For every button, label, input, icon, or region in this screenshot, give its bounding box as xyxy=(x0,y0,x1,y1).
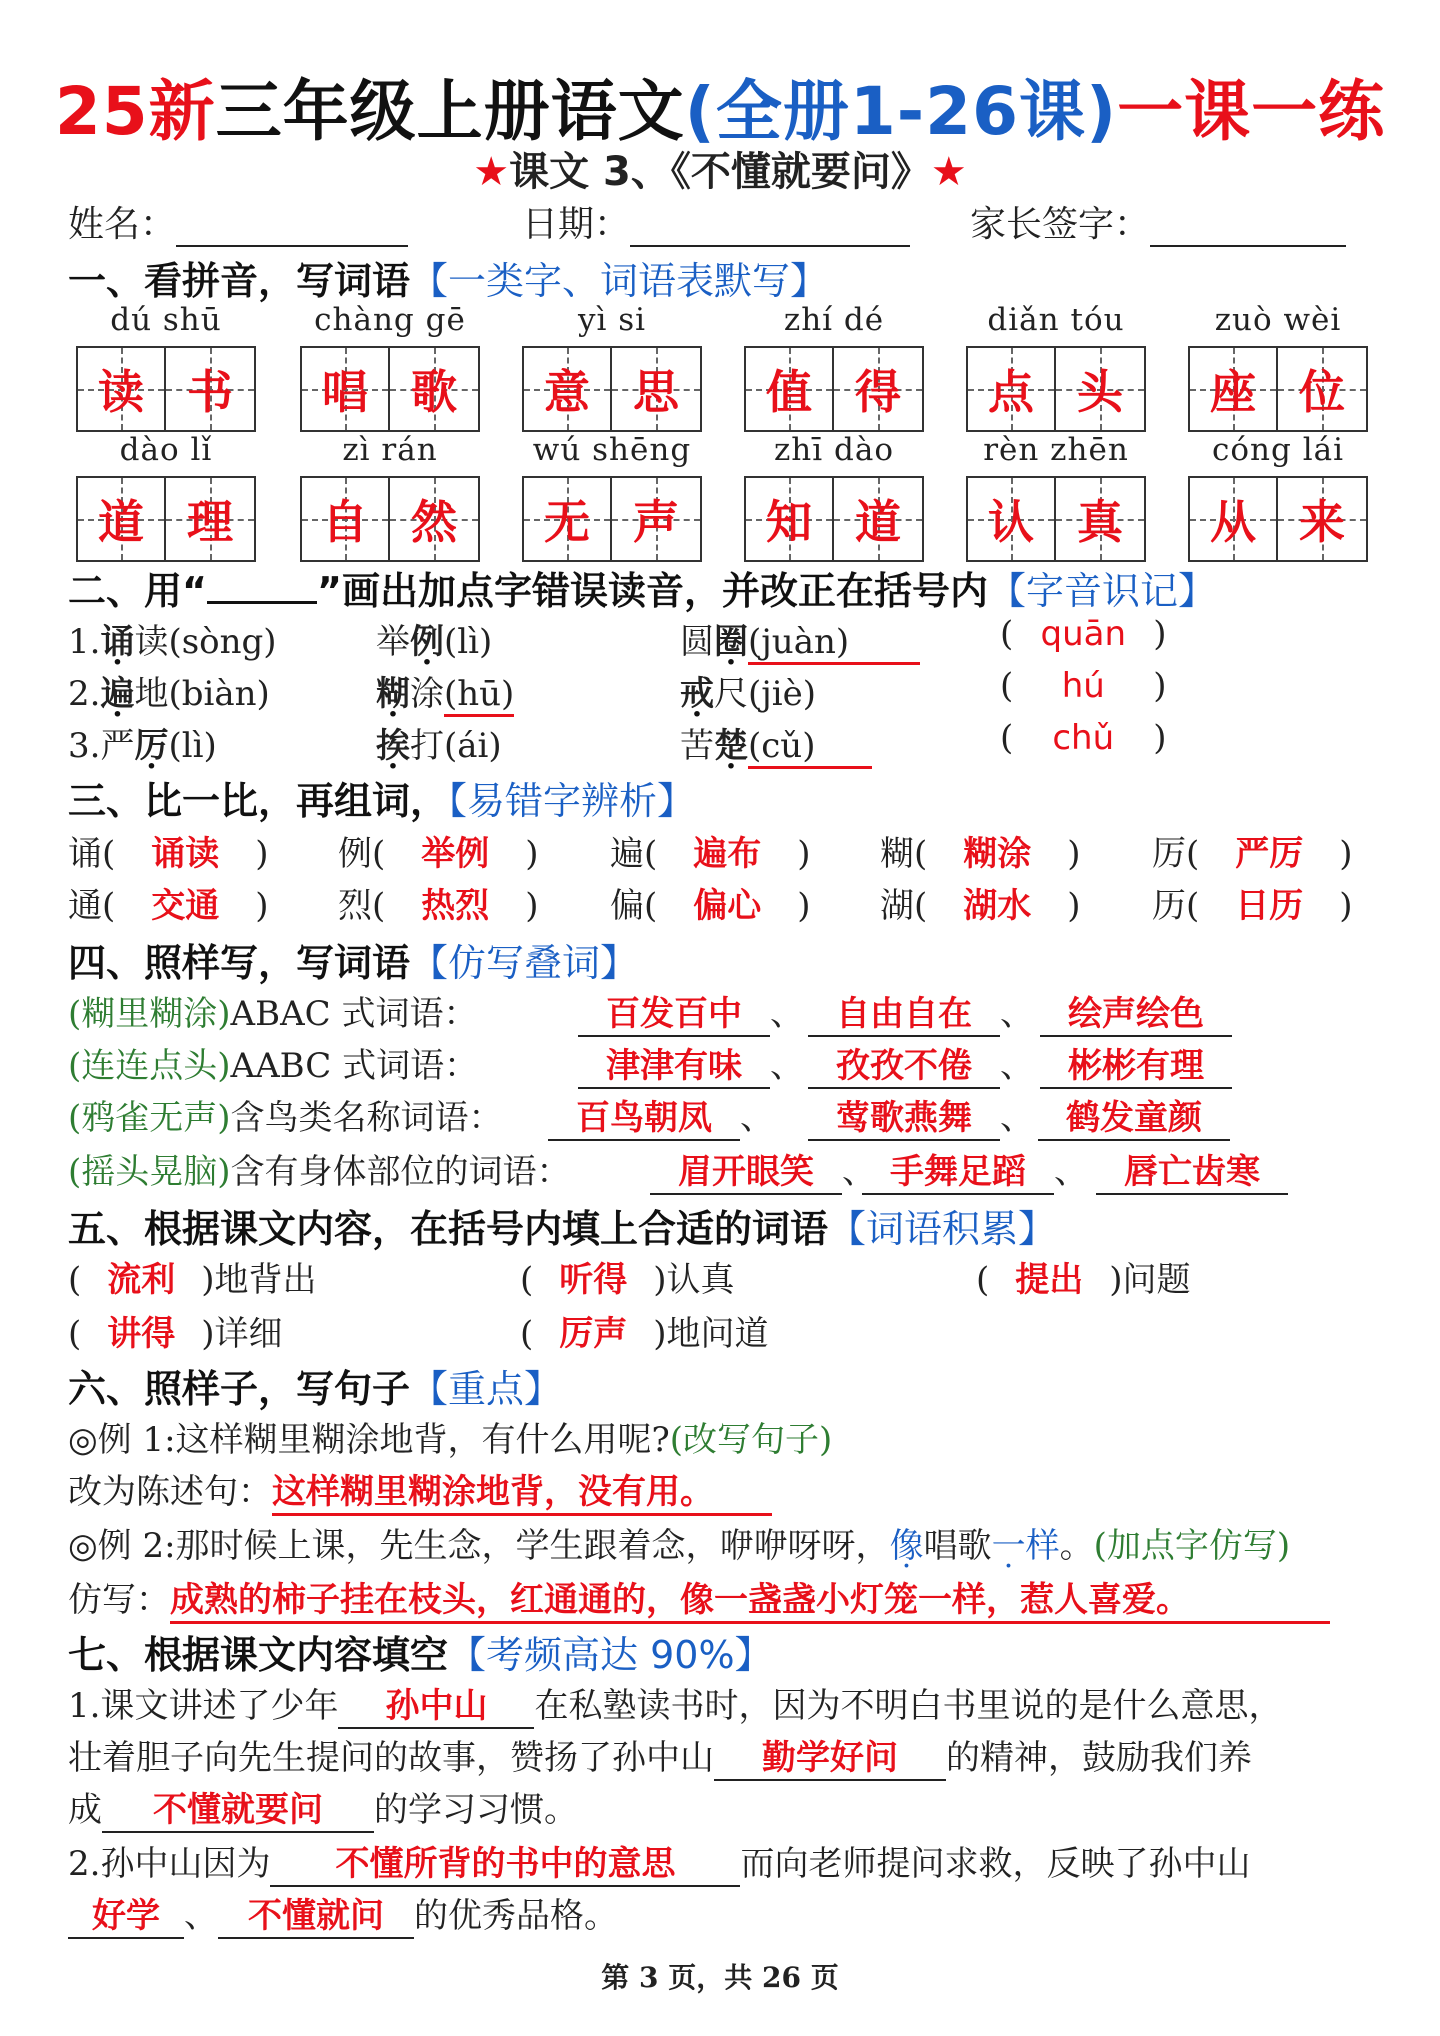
word-pinyin: 地(biàn) xyxy=(134,674,270,714)
written-char: 从 xyxy=(1210,495,1256,549)
fill-answer: 听得 xyxy=(559,1260,628,1300)
compare-item xyxy=(68,878,269,927)
written-char: 读 xyxy=(98,365,144,419)
grid-cell[interactable] xyxy=(302,348,390,430)
section-2-tag: 【字音识记】 xyxy=(987,569,1216,613)
fill-answer: 不懂就问 xyxy=(218,1888,414,1939)
written-char: 自 xyxy=(322,495,368,549)
dotted-char: 例 xyxy=(410,622,444,662)
example-1-text: ◎例 1:这样糊里糊涂地背，有什么用呢? xyxy=(68,1420,670,1460)
compare-item xyxy=(610,878,811,927)
s2-row-2-c xyxy=(680,666,816,715)
section-4-heading xyxy=(68,932,638,987)
wrong-pinyin-underlined: (juàn) xyxy=(748,622,920,665)
s4-row xyxy=(68,1144,571,1193)
writing-grid[interactable] xyxy=(1188,476,1368,562)
wrong-pinyin-underlined: (hū) xyxy=(444,674,514,717)
imitate-answer xyxy=(578,1038,804,1089)
fill-after: 问题 xyxy=(1122,1260,1191,1300)
dotted-char: 糊 xyxy=(376,674,410,714)
imitate-answer xyxy=(1040,986,1232,1037)
compare-item xyxy=(338,826,539,875)
example-2-end: 。 xyxy=(1059,1526,1094,1566)
right-paren: ) xyxy=(1153,666,1167,706)
corrected-pinyin: chǔ xyxy=(1052,718,1115,758)
s7-p1-line-2 xyxy=(68,1730,1252,1781)
title-part-3: (全册1-26课) xyxy=(684,73,1118,150)
example-1-note: (改写句子) xyxy=(669,1420,833,1460)
date-label: 日期： xyxy=(522,204,631,245)
wrong-pinyin-underlined: (cǔ) xyxy=(748,726,872,769)
s2-row-3-fix xyxy=(1000,718,1167,758)
word-pinyin: (lì) xyxy=(168,726,217,766)
separator: 、 xyxy=(1000,994,1034,1034)
s2-row-3-a xyxy=(68,718,217,767)
grid-cell[interactable] xyxy=(1190,348,1278,430)
word-char: 严 xyxy=(100,726,135,766)
word-char: 尺 xyxy=(714,674,748,714)
s5-item-2: ( 听得 )认真 xyxy=(520,1252,735,1301)
text: 成 xyxy=(68,1790,102,1830)
word-char: 举 xyxy=(376,622,410,662)
word-answer: 热烈 xyxy=(421,886,490,926)
section-5-tag: 【词语积累】 xyxy=(828,1207,1057,1251)
written-char: 认 xyxy=(988,495,1034,549)
separator: 、 xyxy=(770,1046,804,1086)
word-pinyin: (lì) xyxy=(444,622,493,662)
section-3-tag: 【易错字辨析】 xyxy=(448,779,696,823)
close-paren: ) xyxy=(1067,886,1081,926)
s6-answer-2 xyxy=(68,1572,1330,1624)
word-answer: 举例 xyxy=(421,834,490,874)
section-7-title: 七、根据课文内容填空 xyxy=(68,1633,449,1677)
writing-grid[interactable] xyxy=(744,346,924,432)
section-6-heading xyxy=(68,1358,562,1413)
written-char: 知 xyxy=(766,495,812,549)
compare-item xyxy=(338,878,539,927)
close-paren: ) xyxy=(1339,834,1353,874)
close-paren: ) xyxy=(797,886,811,926)
written-char: 理 xyxy=(187,495,233,549)
written-char: 座 xyxy=(1210,365,1256,419)
word-char: 圆 xyxy=(680,622,714,662)
written-char: 声 xyxy=(633,495,679,549)
written-char: 道 xyxy=(855,495,901,549)
name-label: 姓名： xyxy=(68,204,177,245)
grid-cell[interactable] xyxy=(524,348,612,430)
written-char: 道 xyxy=(98,495,144,549)
item-number: 1. xyxy=(68,622,101,662)
s7-p2-line-2 xyxy=(68,1888,618,1939)
grid-cell[interactable] xyxy=(78,478,166,560)
written-char: 思 xyxy=(633,365,679,419)
grid-cell[interactable] xyxy=(1278,478,1366,560)
dotted-char: 厉 xyxy=(134,726,169,766)
section-1-heading xyxy=(68,250,828,305)
title-part-1: 25新 xyxy=(54,73,216,150)
example-word: (鸦雀无声) xyxy=(68,1098,231,1138)
word-pinyin: (jiè) xyxy=(748,674,817,714)
writing-grid[interactable] xyxy=(76,476,256,562)
left-paren: ( xyxy=(1000,718,1014,758)
corrected-pinyin: quān xyxy=(1040,614,1127,654)
written-char: 意 xyxy=(544,365,590,419)
grid-cell[interactable] xyxy=(1278,348,1366,430)
compare-item xyxy=(880,878,1081,927)
s2-row-1-c xyxy=(680,614,920,665)
word-answer: 遍布 xyxy=(693,834,762,874)
written-char: 点 xyxy=(988,365,1034,419)
pinyin-label: dú shū xyxy=(110,302,222,338)
s2-row-3-c xyxy=(680,718,872,769)
grid-cell[interactable] xyxy=(390,478,478,560)
name-field xyxy=(68,196,408,247)
imitate-answer xyxy=(808,1038,1034,1089)
section-2-title-b: ”画出加点字错误读音，并改正在括号内 xyxy=(316,569,988,613)
section-7-tag: 【考频高达 90%】 xyxy=(448,1633,773,1677)
grid-cell[interactable] xyxy=(968,348,1056,430)
answer-word: 百鸟朝凤 xyxy=(548,1090,740,1141)
grid-cell[interactable] xyxy=(166,478,254,560)
pinyin-label: zuò wèi xyxy=(1214,302,1342,338)
star-icon: ★ xyxy=(930,149,967,195)
close-paren: ) xyxy=(1067,834,1081,874)
imitate-answer xyxy=(1040,1038,1232,1089)
writing-grid[interactable] xyxy=(76,346,256,432)
word-pinyin: 打(ái) xyxy=(410,726,502,766)
date-field xyxy=(522,196,910,247)
answer-word: 鹤发童颜 xyxy=(1038,1090,1230,1141)
written-char: 无 xyxy=(544,495,590,549)
s7-p2-line-1 xyxy=(68,1836,1250,1887)
pinyin-label: wú shēng xyxy=(532,432,692,468)
fill-answer: 厉声 xyxy=(559,1314,628,1354)
answer-word: 手舞足蹈 xyxy=(862,1144,1054,1195)
grid-cell[interactable] xyxy=(968,478,1056,560)
s7-p1-line-3 xyxy=(68,1782,578,1833)
fill-after: 地背出 xyxy=(214,1260,317,1300)
separator: 、 xyxy=(770,994,804,1034)
text: 的优秀品格。 xyxy=(414,1896,618,1936)
text: 壮着胆子向先生提问的故事，赞扬了孙中山 xyxy=(68,1738,714,1778)
writing-grid[interactable] xyxy=(744,476,924,562)
answer-word: 唇亡齿寒 xyxy=(1096,1144,1288,1195)
name-blank[interactable] xyxy=(176,211,408,247)
s4-row xyxy=(68,1038,478,1087)
answer-word: 津津有味 xyxy=(578,1038,770,1089)
answer-word: 眉开眼笑 xyxy=(650,1144,842,1195)
corrected-pinyin: hú xyxy=(1061,666,1105,706)
section-2-heading xyxy=(68,560,1216,615)
base-char: 厉( xyxy=(1152,834,1200,874)
text: 的学习习惯。 xyxy=(374,1790,578,1830)
word-answer: 偏心 xyxy=(693,886,762,926)
answer-2: 成熟的柿子挂在枝头，红通通的，像一盏盏小灯笼一样，惹人喜爱。 xyxy=(170,1572,1330,1624)
imitate-answer xyxy=(808,1090,1034,1141)
page-title xyxy=(0,58,1440,153)
imitate-answer xyxy=(548,1090,774,1141)
grid-cell[interactable] xyxy=(834,348,922,430)
s5-item-4: ( 讲得 )详细 xyxy=(68,1306,283,1355)
section-2-title-a: 二、用“ xyxy=(68,569,207,613)
word-answer: 交通 xyxy=(151,886,220,926)
star-icon: ★ xyxy=(473,149,510,195)
base-char: 例( xyxy=(338,834,386,874)
section-6-tag: 【重点】 xyxy=(410,1367,563,1411)
base-char: 糊( xyxy=(880,834,928,874)
section-7-heading xyxy=(68,1624,773,1679)
example-word: (摇头晃脑) xyxy=(68,1152,231,1192)
written-char: 得 xyxy=(855,365,901,419)
imitate-answer xyxy=(808,986,1034,1037)
grid-cell[interactable] xyxy=(524,478,612,560)
example-2-word: 唱歌 xyxy=(923,1526,992,1566)
pinyin-label: zhī dào xyxy=(773,432,895,468)
fill-answer: 不懂就要问 xyxy=(102,1782,374,1833)
section-5-title: 五、根据课文内容，在括号内填上合适的词语 xyxy=(68,1207,829,1251)
s7-p1-line-1 xyxy=(68,1678,1282,1729)
s2-row-3-b xyxy=(376,718,502,767)
imitate-answer xyxy=(1096,1144,1288,1195)
s5-item-3: ( 提出 )问题 xyxy=(976,1252,1191,1301)
sign-label: 家长签字： xyxy=(970,204,1151,245)
section-5-heading xyxy=(68,1198,1056,1253)
written-char: 书 xyxy=(187,365,233,419)
fill-answer: 讲得 xyxy=(107,1314,176,1354)
word-char: 涂 xyxy=(410,674,444,714)
pinyin-label: chàng gē xyxy=(314,302,466,338)
written-char: 来 xyxy=(1299,495,1345,549)
written-char: 位 xyxy=(1299,365,1345,419)
grid-cell[interactable] xyxy=(1056,348,1144,430)
answer-1-label: 改为陈述句： xyxy=(68,1472,272,1512)
base-char: 通( xyxy=(68,886,116,926)
example-word: (糊里糊涂) xyxy=(68,994,231,1034)
pinyin-label: cóng lái xyxy=(1212,432,1344,468)
text: 1.课文讲述了少年 xyxy=(68,1686,339,1726)
base-char: 湖( xyxy=(880,886,928,926)
dotted-char: 遍 xyxy=(100,674,135,714)
lesson-subtitle xyxy=(0,140,1440,197)
dotted-char: 一 xyxy=(991,1526,1026,1566)
dotted-char: 挨 xyxy=(376,726,410,766)
dotted-char: 楚 xyxy=(714,726,748,766)
s2-row-1-a xyxy=(68,614,277,663)
answer-2-label: 仿写： xyxy=(68,1580,170,1620)
s5-item-5: ( 厉声 )地问道 xyxy=(520,1306,769,1355)
s4-row xyxy=(68,986,477,1035)
base-char: 偏( xyxy=(610,886,658,926)
pinyin-label: zhí dé xyxy=(783,302,885,338)
word-answer: 糊涂 xyxy=(963,834,1032,874)
text: 2.孙中山因为 xyxy=(68,1844,271,1884)
item-number: 2. xyxy=(68,674,101,714)
grid-cell[interactable] xyxy=(1056,478,1144,560)
s2-row-1-fix xyxy=(1000,614,1167,654)
grid-cell[interactable] xyxy=(166,348,254,430)
text: 在私塾读书时，因为不明白书里说的是什么意思， xyxy=(534,1686,1283,1726)
left-paren: ( xyxy=(1000,614,1014,654)
pinyin-label: dào lǐ xyxy=(119,432,213,468)
item-number: 3. xyxy=(68,726,101,766)
title-part-2: 三年级上册语文 xyxy=(215,73,685,150)
dotted-char: 诵 xyxy=(100,622,135,662)
base-char: 历( xyxy=(1152,886,1200,926)
s2-row-1-b xyxy=(376,614,492,663)
answer-word: 莺歌燕舞 xyxy=(808,1090,1000,1141)
word-answer: 湖水 xyxy=(963,886,1032,926)
dotted-char: 圈 xyxy=(714,622,748,662)
separator: 、 xyxy=(184,1896,218,1936)
pinyin-label: rèn zhēn xyxy=(983,432,1129,468)
written-char: 唱 xyxy=(322,365,368,419)
sign-blank[interactable] xyxy=(1150,211,1346,247)
fill-answer: 孙中山 xyxy=(338,1678,534,1729)
page-number: 第 3 页，共 26 页 xyxy=(601,1961,839,1994)
writing-grid[interactable] xyxy=(966,476,1146,562)
fill-after: 详细 xyxy=(214,1314,283,1354)
imitate-answer xyxy=(1038,1090,1230,1141)
fill-answer: 提出 xyxy=(1015,1260,1084,1300)
row-label: ABAC 式词语： xyxy=(230,994,478,1034)
close-paren: ) xyxy=(525,886,539,926)
s6-example-2 xyxy=(68,1518,1290,1567)
base-char: 烈( xyxy=(338,886,386,926)
section-3-heading xyxy=(68,770,695,825)
compare-item xyxy=(1152,878,1353,927)
example-2-char: 样 xyxy=(1025,1526,1060,1566)
section-4-tag: 【仿写叠词】 xyxy=(410,941,639,985)
compare-item xyxy=(880,826,1081,875)
example-2-note: (加点字仿写) xyxy=(1093,1526,1291,1566)
imitate-answer xyxy=(578,986,804,1037)
grid-cell[interactable] xyxy=(1190,478,1278,560)
grid-cell[interactable] xyxy=(612,478,700,560)
right-paren: ) xyxy=(1153,614,1167,654)
writing-grid[interactable] xyxy=(300,346,480,432)
grid-cell[interactable] xyxy=(834,478,922,560)
answer-word: 孜孜不倦 xyxy=(808,1038,1000,1089)
s4-row xyxy=(68,1090,503,1139)
answer-word: 彬彬有理 xyxy=(1040,1038,1232,1089)
writing-grid[interactable] xyxy=(966,346,1146,432)
date-blank[interactable] xyxy=(630,211,910,247)
written-char: 头 xyxy=(1077,365,1123,419)
compare-item xyxy=(1152,826,1353,875)
section-1-title: 一、看拼音，写词语 xyxy=(68,259,411,303)
written-char: 歌 xyxy=(411,365,457,419)
grid-cell[interactable] xyxy=(746,348,834,430)
example-word: (连连点头) xyxy=(68,1046,231,1086)
answer-word: 自由自在 xyxy=(808,986,1000,1037)
close-paren: ) xyxy=(255,886,269,926)
separator: 、 xyxy=(740,1098,774,1138)
pinyin-label: diǎn tóu xyxy=(987,302,1125,338)
word-answer: 日历 xyxy=(1235,886,1304,926)
dotted-char: 像 xyxy=(889,1526,924,1566)
grid-cell[interactable] xyxy=(78,348,166,430)
separator: 、 xyxy=(1054,1152,1088,1192)
s6-example-1 xyxy=(68,1412,832,1461)
pinyin-label: yì si xyxy=(577,302,647,338)
example-2-text: ◎例 2:那时候上课，先生念，学生跟着念，咿咿呀呀， xyxy=(68,1526,890,1566)
text: 而向老师提问求救，反映了孙中山 xyxy=(740,1844,1251,1884)
writing-grid[interactable] xyxy=(300,476,480,562)
compare-item xyxy=(68,826,269,875)
base-char: 遍( xyxy=(610,834,658,874)
s2-row-2-a xyxy=(68,666,270,715)
separator: 、 xyxy=(1000,1046,1034,1086)
answer-word: 绘声绘色 xyxy=(1040,986,1232,1037)
lesson-name: 课文 3、《不懂就要问》 xyxy=(509,149,931,195)
fill-answer: 不懂所背的书中的意思 xyxy=(270,1836,740,1887)
s2-row-2-fix xyxy=(1000,666,1167,706)
parent-sign-field xyxy=(970,196,1346,247)
s6-answer-1 xyxy=(68,1464,772,1516)
word-char: 苦 xyxy=(680,726,714,766)
underline-sample xyxy=(207,574,317,604)
separator: 、 xyxy=(842,1152,876,1192)
row-label: 含鸟类名称词语： xyxy=(230,1098,503,1138)
answer-word: 百发百中 xyxy=(578,986,770,1037)
separator: 、 xyxy=(1000,1098,1034,1138)
grid-cell[interactable] xyxy=(746,478,834,560)
imitate-answer xyxy=(862,1144,1088,1195)
fill-answer: 勤学好问 xyxy=(714,1730,946,1781)
close-paren: ) xyxy=(525,834,539,874)
written-char: 然 xyxy=(411,495,457,549)
title-part-4: 一课一练 xyxy=(1117,73,1386,150)
row-label: AABC 式词语： xyxy=(230,1046,479,1086)
right-paren: ) xyxy=(1153,718,1167,758)
left-paren: ( xyxy=(1000,666,1014,706)
row-label: 含有身体部位的词语： xyxy=(230,1152,571,1192)
text: 的精神，鼓励我们养 xyxy=(946,1738,1252,1778)
base-char: 诵( xyxy=(68,834,116,874)
grid-cell[interactable] xyxy=(390,348,478,430)
section-3-title: 三、比一比，再组词， xyxy=(68,779,449,823)
section-6-title: 六、照样子，写句子 xyxy=(68,1367,411,1411)
word-answer: 严厉 xyxy=(1235,834,1304,874)
fill-answer: 好学 xyxy=(68,1888,184,1939)
compare-item xyxy=(610,826,811,875)
close-paren: ) xyxy=(1339,886,1353,926)
fill-after: 地问道 xyxy=(666,1314,769,1354)
close-paren: ) xyxy=(255,834,269,874)
close-paren: ) xyxy=(797,834,811,874)
writing-grid[interactable] xyxy=(1188,346,1368,432)
section-1-tag: 【一类字、词语表默写】 xyxy=(410,259,829,303)
written-char: 真 xyxy=(1077,495,1123,549)
imitate-answer xyxy=(650,1144,876,1195)
s5-item-1: ( 流利 )地背出 xyxy=(68,1252,317,1301)
writing-grid[interactable] xyxy=(522,476,702,562)
word-pinyin: 读(sòng) xyxy=(134,622,277,662)
grid-cell[interactable] xyxy=(302,478,390,560)
fill-answer: 流利 xyxy=(107,1260,176,1300)
fill-after: 认真 xyxy=(666,1260,735,1300)
section-4-title: 四、照样写，写词语 xyxy=(68,941,411,985)
pinyin-label: zì rán xyxy=(342,432,438,468)
word-answer: 诵读 xyxy=(151,834,220,874)
grid-cell[interactable] xyxy=(612,348,700,430)
written-char: 值 xyxy=(766,365,812,419)
s2-row-2-b xyxy=(376,666,514,715)
answer-1: 这样糊里糊涂地背，没有用。 xyxy=(272,1464,772,1516)
writing-grid[interactable] xyxy=(522,346,702,432)
dotted-char: 戒 xyxy=(680,674,714,714)
